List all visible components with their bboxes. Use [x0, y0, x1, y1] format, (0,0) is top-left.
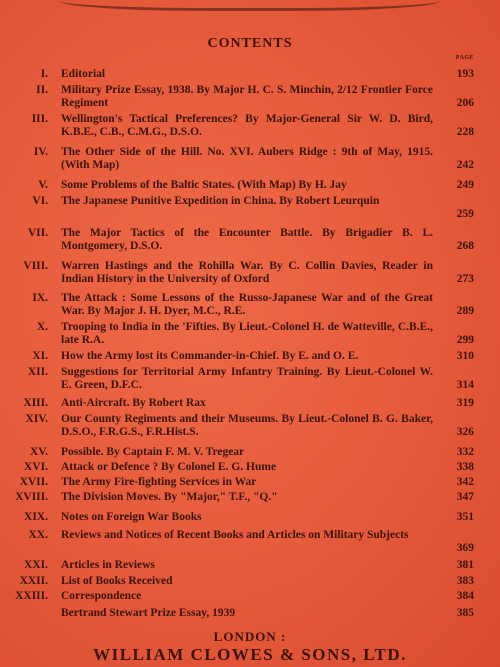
toc-entry-title: Reviews and Notices of Recent Books and Articles on Military Subjects [61, 529, 409, 541]
toc-entry-page: 369 [456, 542, 474, 554]
toc-entry-page: 193 [456, 68, 474, 80]
toc-entry-title: Notes on Foreign War Books [61, 511, 202, 523]
toc-entry-title: Possible. By Captain F. M. V. Tregear [61, 446, 245, 458]
toc-entry-page: 249 [456, 179, 474, 191]
toc-entry-page: 347 [456, 491, 474, 503]
masthead-fragment [60, 0, 440, 11]
toc-entry-page: 228 [456, 126, 474, 138]
toc-entry-title: Editorial [61, 68, 106, 80]
toc-entry-number: V. [38, 179, 48, 191]
toc-entry [0, 146, 500, 176]
toc-entry-number: IV. [33, 146, 48, 158]
toc-entry-number: XVIII. [15, 491, 48, 503]
toc-entry-number: X. [36, 321, 48, 333]
imprint-city: LONDON : [213, 629, 287, 644]
toc-entry [0, 227, 500, 257]
toc-entry-number: XVI. [24, 461, 48, 473]
toc-entry [0, 366, 500, 396]
toc-entry-title: Anti-Aircraft. By Robert Rax [61, 397, 206, 409]
toc-entry-page: 268 [456, 240, 474, 252]
toc-entry-title: The Major Tactics of the Encounter Battle. By Brigadier B. L. Montgomery, D.S.O. [61, 227, 433, 252]
toc-entry-title: The Army Fire-fighting Services in War [61, 476, 257, 488]
contents-title: CONTENTS [207, 36, 293, 51]
toc-entry-page: 385 [456, 607, 474, 619]
toc-entry-page: 383 [456, 575, 474, 587]
toc-entry [0, 292, 500, 322]
toc-entry-number: XV. [29, 446, 48, 458]
toc-entry-number: VII. [27, 227, 48, 239]
toc-entry [0, 84, 500, 114]
toc-entry-number: XIX. [24, 511, 48, 523]
toc-entry-number: I. [40, 68, 48, 80]
toc-entry-title: Some Problems of the Baltic States. (With Map) By H. Jay [61, 179, 347, 191]
toc-entry-number: XIV. [25, 413, 48, 425]
toc-entry-page: 289 [456, 305, 474, 317]
toc-entry-page: 242 [456, 159, 474, 171]
toc-entry-title: Correspondence [61, 590, 142, 602]
toc-entry-number: II. [36, 84, 48, 96]
toc-entry-page: 314 [456, 379, 474, 391]
toc-entry [0, 529, 500, 559]
toc-entry-title: Military Prize Essay, 1938. By Major H. C. S. Minchin, 2/12 Frontier Force Regiment [61, 84, 433, 109]
toc-entry-number: XXIII. [15, 590, 48, 602]
toc-entry-number: VIII. [23, 260, 48, 272]
toc-entry-number: XX. [28, 529, 48, 541]
toc-entry-title: List of Books Received [61, 575, 173, 587]
toc-entry-title: Articles in Reviews [61, 559, 155, 571]
toc-entry-number: IX. [32, 292, 48, 304]
toc-entry-number: XXII. [19, 575, 48, 587]
toc-entry-page: 310 [456, 350, 474, 362]
toc-entry-title: Attack or Defence ? By Colonel E. G. Hume [61, 461, 277, 473]
toc-entry-number: XIII. [23, 397, 48, 409]
toc-entry-title: Bertrand Stewart Prize Essay, 1939 [61, 607, 236, 619]
toc-entry-number: VI. [32, 195, 48, 207]
toc-entry [0, 113, 500, 143]
toc-entry-page: 351 [456, 511, 474, 523]
toc-entry-title: Warren Hastings and the Rohilla War. By C. Collin Davies, Reader in Indian History in the University of Oxford [61, 260, 433, 285]
toc-entry-title: How the Army lost its Commander-in-Chief. By E. and O. E. [61, 350, 359, 362]
toc-entry-title: Wellington's Tactical Preferences? By Major-General Sir W. D. Bird, K.B.E., C.B., C.M.G., D.S.O. [61, 113, 433, 138]
toc-entry-page: 332 [456, 446, 474, 458]
toc-entry-page: 338 [456, 461, 474, 473]
toc-entry-page: 299 [456, 334, 474, 346]
toc-entry-page: 273 [456, 273, 474, 285]
toc-entry-number: XII. [27, 366, 48, 378]
toc-entry-page: 342 [456, 476, 474, 488]
toc-entry-number: III. [31, 113, 48, 125]
toc-entry-title: Our County Regiments and their Museums. By Lieut.-Colonel B. G. Baker, D.S.O., F.R.G.S., F.R.Hist.S. [61, 413, 433, 438]
toc-entry-number: XI. [32, 350, 48, 362]
toc-entry-page: 384 [456, 590, 474, 602]
toc-entry-title: The Japanese Punitive Expedition in China. By Robert Leurquin [61, 195, 380, 207]
toc-entry-title: Trooping to India in the 'Fifties. By Lieut.-Colonel H. de Watteville, C.B.E., late R.A. [61, 321, 433, 346]
toc-entry [0, 260, 500, 290]
toc-entry [0, 413, 500, 443]
toc-entry-page: 319 [456, 397, 474, 409]
toc-entry [0, 321, 500, 351]
toc-entry-title: The Attack : Some Lessons of the Russo-Japanese War and of the Great War. By Major J. H. Dyer, M.C., R.E. [61, 292, 433, 317]
toc-entry-page: 206 [456, 97, 474, 109]
toc-entry-number: XVII. [19, 476, 48, 488]
page-column-heading: PAGE [455, 55, 474, 61]
toc-entry-page: 326 [456, 426, 474, 438]
toc-entry-number: XXI. [24, 559, 48, 571]
toc-entry-page: 259 [456, 208, 474, 220]
toc-entry-page: 381 [456, 559, 474, 571]
imprint-publisher: WILLIAM CLOWES & SONS, LTD. [93, 645, 407, 664]
toc-entry-title: Suggestions for Territorial Army Infantry Training. By Lieut.-Colonel W. E. Green, D.F.C. [61, 366, 433, 391]
toc-entry-title: The Other Side of the Hill. No. XVI. Aubers Ridge : 9th of May, 1915. (With Map) [61, 146, 433, 171]
toc-entry [0, 195, 500, 225]
toc-entry-title: The Division Moves. By "Major," T.F., "Q." [61, 491, 278, 503]
